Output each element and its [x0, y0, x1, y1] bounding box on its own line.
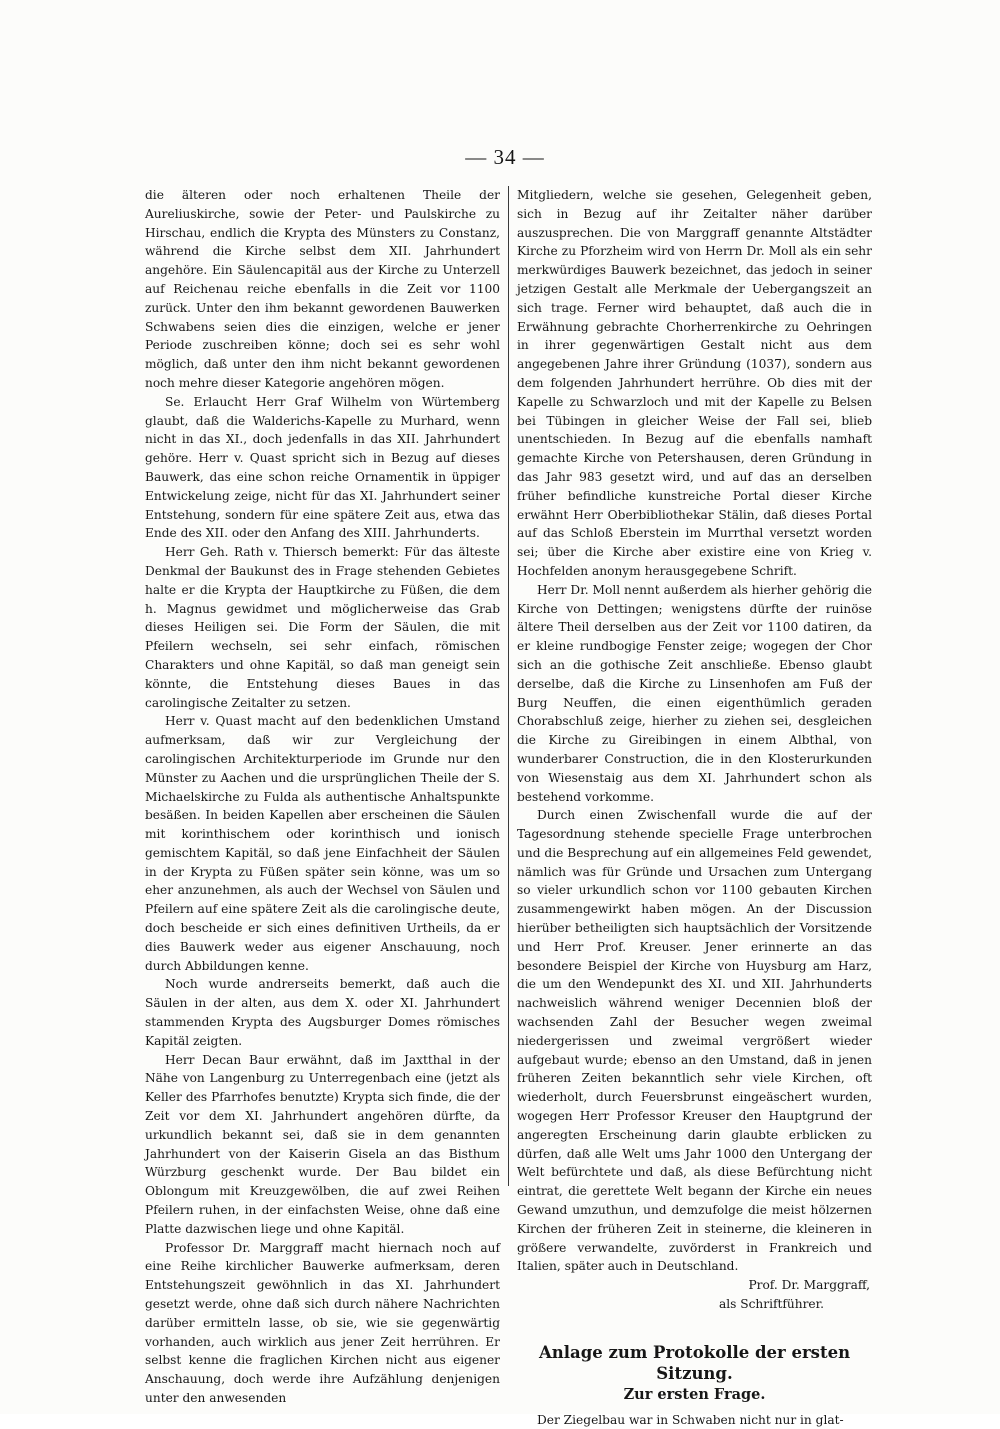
- signature: Prof. Dr. Marggraff,: [748, 1278, 870, 1293]
- appendix-title: Anlage zum Protokolle der ersten Sitzung.: [538, 1342, 851, 1383]
- paragraph: Herr Geh. Rath v. Thiersch bemerkt: Für das älteste Denkmal der Baukunst des in Frage stehenden Gebietes halte er die Krypta der Hauptkirche zu Füßen, die dem h. Magnus gewidmet und möglicherweise das Grab dieses Heiligen sei. Die Form der Säulen, die mit Pfeilern wechseln, sei sehr einfach, römischen Charakters und ohne Kapitäl, so daß man geneigt sein könnte, die Entstehung dieses Baues in das carolingische Zeitalter zu setzen.: [145, 545, 500, 710]
- paragraph: Herr Decan Baur erwähnt, daß im Jaxtthal in der Nähe von Langenburg zu Unterregenbach eine (jetzt als Keller des Pfarrhofes benutzte) Krypta sich finde, die der Zeit vor dem XI. Jahrhundert angehören dürfte, da urkundlich bekannt sei, daß sie in dem genannten Jahrhundert von der Kaiserin Gisela an das Bisthum Würzburg geschenkt wurde. Der Bau bildet ein Oblongum mit Kreuzgewölben, die auf zwei Reihen Pfeilern ruhen, in der einfachsten Weise, ohne daß eine Platte dazwischen liege und ohne Kapitäl.: [145, 1052, 500, 1236]
- left-column: [145, 186, 500, 1408]
- signature-role: als Schriftführer.: [718, 1297, 824, 1312]
- page-number: — 34 —: [465, 145, 545, 169]
- paragraph: Se. Erlaucht Herr Graf Wilhelm von Würtemberg glaubt, daß die Walderichs-Kapelle zu Murhard, wenn nicht in das XI., doch jedenfalls in das XII. Jahrhundert gehöre. Herr v. Quast spricht sich in Bezug auf dieses Bauwerk, das eine schon reiche Ornamentik in üppiger Entwickelung zeige, nicht für das XI. Jahrhundert seiner Entstehung, sondern für eine spätere Zeit aus, etwa das Ende des XII. oder den Anfang des XIII. Jahrhunderts.: [145, 394, 500, 541]
- right-column: [517, 186, 872, 1429]
- column-divider: [508, 186, 509, 1186]
- paragraph: Durch einen Zwischenfall wurde die auf der Tagesordnung stehende specielle Frage unterbrochen und die Besprechung auf ein allgemeines Feld gewendet, nämlich was für Gründe und Ursachen zum Untergang so vieler urkundlich schon vor 1100 gebauten Kirchen zusammengewirkt haben mögen. An der Discussion hierüber betheiligten sich hauptsächlich der Vorsitzende und Herr Prof. Kreuser. Jener erinnerte an das besondere Beispiel der Kirche von Huysburg am Harz, die um den Wendepunkt des XI. und XII. Jahrhunderts nachweislich während weniger Decennien bloß der wachsenden Zahl der Besucher wegen zweimal niedergerissen und zweimal vergrößert wieder aufgebaut wurde; ebenso an den Umstand, daß in jenen früheren Zeiten bekanntlich sehr viele Kirchen, oft wiederholt, durch Feuersbrunst eingeäschert wurden, wogegen Herr Professor Kreuser den Hauptgrund der angeregten Erscheinung darin glaubte erblicken zu dürfen, daß alle Welt ums Jahr 1000 den Untergang der Welt befürchtete und daß, als diese Befürchtung nicht eintrat, die gerettete Welt begann der Kirche ein neues Gewand umzuthun, und demzufolge die meist hölzernen Kirchen der früheren Zeit in steinerne, die kleineren in größere verwandelte, zuvörderst in Frankreich und Italien, später auch in Deutschland.: [517, 808, 872, 1274]
- appendix-paragraph: Der Ziegelbau war in Schwaben nicht nur in glat-: [537, 1412, 844, 1427]
- paragraph: Noch wurde andrerseits bemerkt, daß auch die Säulen in der alten, aus dem X. oder XI. Jahrhundert stammenden Krypta des Augsburger Domes römisches Kapitäl zeigten.: [145, 977, 500, 1048]
- appendix-subtitle: Zur ersten Frage.: [623, 1385, 766, 1403]
- paragraph: Mitgliedern, welche sie gesehen, Gelegenheit geben, sich in Bezug auf ihr Zeitalter näher darüber auszusprechen. Die von Marggraff genannte Altstädter Kirche zu Pforzheim wird von Herrn Dr. Moll als ein sehr merkwürdiges Bauwerk bezeichnet, das jedoch in seiner jetzigen Gestalt alle Merkmale der Uebergangszeit an sich trage. Ferner wird behauptet, daß auch die in Erwähnung gebrachte Chorherrenkirche zu Oehringen in ihrer gegenwärtigen Gestalt nicht aus dem angegebenen Jahre ihrer Gründung (1037), sondern aus dem folgenden Jahrhundert herrühre. Ob dies mit der Kapelle zu Schwarzloch und mit der Kapelle zu Belsen bei Tübingen in gleicher Weise der Fall sei, blieb unentschieden. In Bezug auf die ebenfalls namhaft gemachte Kirche von Petershausen, deren Gründung in das Jahr 983 gesetzt wird, und auf das an derselben früher befindliche kunstreiche Portal dieser Kirche erwähnt Herr Oberbibliothekar Stälin, daß dieses Portal auf das Schloß Eberstein im Murrthal versetzt worden sei; über die Kirche aber existire eine von Krieg v. Hochfelden anonym herausgegebene Schrift.: [517, 188, 872, 578]
- paragraph: Herr Dr. Moll nennt außerdem als hierher gehörig die Kirche von Dettingen; wenigstens dürfte der ruinöse ältere Theil derselben aus der Zeit vor 1100 datiren, da er kleine rundbogige Fenster zeige; wogegen der Chor sich an die gothische Zeit anschließe. Ebenso glaubt derselbe, daß die Kirche zu Linsenhofen am Fuß der Burg Neuffen, die einen eigenthümlich geraden Chorabschluß zeige, hierher zu ziehen sei, desgleichen die Kirche zu Gireibingen in einem Albthal, von wunderbarer Construction, die in den Klosterurkunden von Wiesenstaig aus dem XI. Jahrhundert schon als bestehend vorkomme.: [517, 582, 872, 804]
- paragraph: die älteren oder noch erhaltenen Theile der Aureliuskirche, sowie der Peter- und Paulskirche zu Hirschau, endlich die Krypta des Münsters zu Constanz, während die Kirche selbst dem XII. Jahrhundert angehöre. Ein Säulencapitäl aus der Kirche zu Unterzell auf Reichenau reiche ebenfalls in die Zeit vor 1100 zurück. Unter den ihm bekannt gewordenen Bauwerken Schwabens seien dies die einzigen, welche er jener Periode zuschreiben könne; doch sei es sehr wohl möglich, daß unter den ihm nicht bekannt gewordenen noch mehre dieser Kategorie angehören mögen.: [145, 188, 500, 390]
- paragraph: Professor Dr. Marggraff macht hiernach noch auf eine Reihe kirchlicher Bauwerke aufmerksam, deren Entstehungszeit gewöhnlich in das XI. Jahrhundert gesetzt werde, ohne daß sich durch nähere Nachrichten darüber ermitteln lasse, ob sie, wie sie gegenwärtig vorhanden, auch wirklich aus jener Zeit herrühren. Er selbst kenne die fraglichen Kirchen nicht aus eigener Anschauung, doch werde ihre Aufzählung denjenigen unter den anwesenden: [145, 1240, 500, 1405]
- paragraph: Herr v. Quast macht auf den bedenklichen Umstand aufmerksam, daß wir zur Vergleichung der carolingischen Architekturperiode im Grunde nur den Münster zu Aachen und die ursprünglichen Theile der S. Michaelskirche zu Fulda als authentische Anhaltspunkte besäßen. In beiden Kapellen aber erscheinen die Säulen mit korinthischem oder korinthisch und ionisch gemischtem Kapitäl, so daß jene Einfachheit der Säulen in der Krypta zu Füßen später sein könne, was um so eher anzunehmen, als auch der Wechsel von Säulen und Pfeilern auf eine spätere Zeit als die carolingische deute, doch bescheide er sich eines definitiven Urtheils, da er dies Bauwerk weder aus eigener Anschauung, noch durch Abbildungen kenne.: [145, 714, 500, 973]
